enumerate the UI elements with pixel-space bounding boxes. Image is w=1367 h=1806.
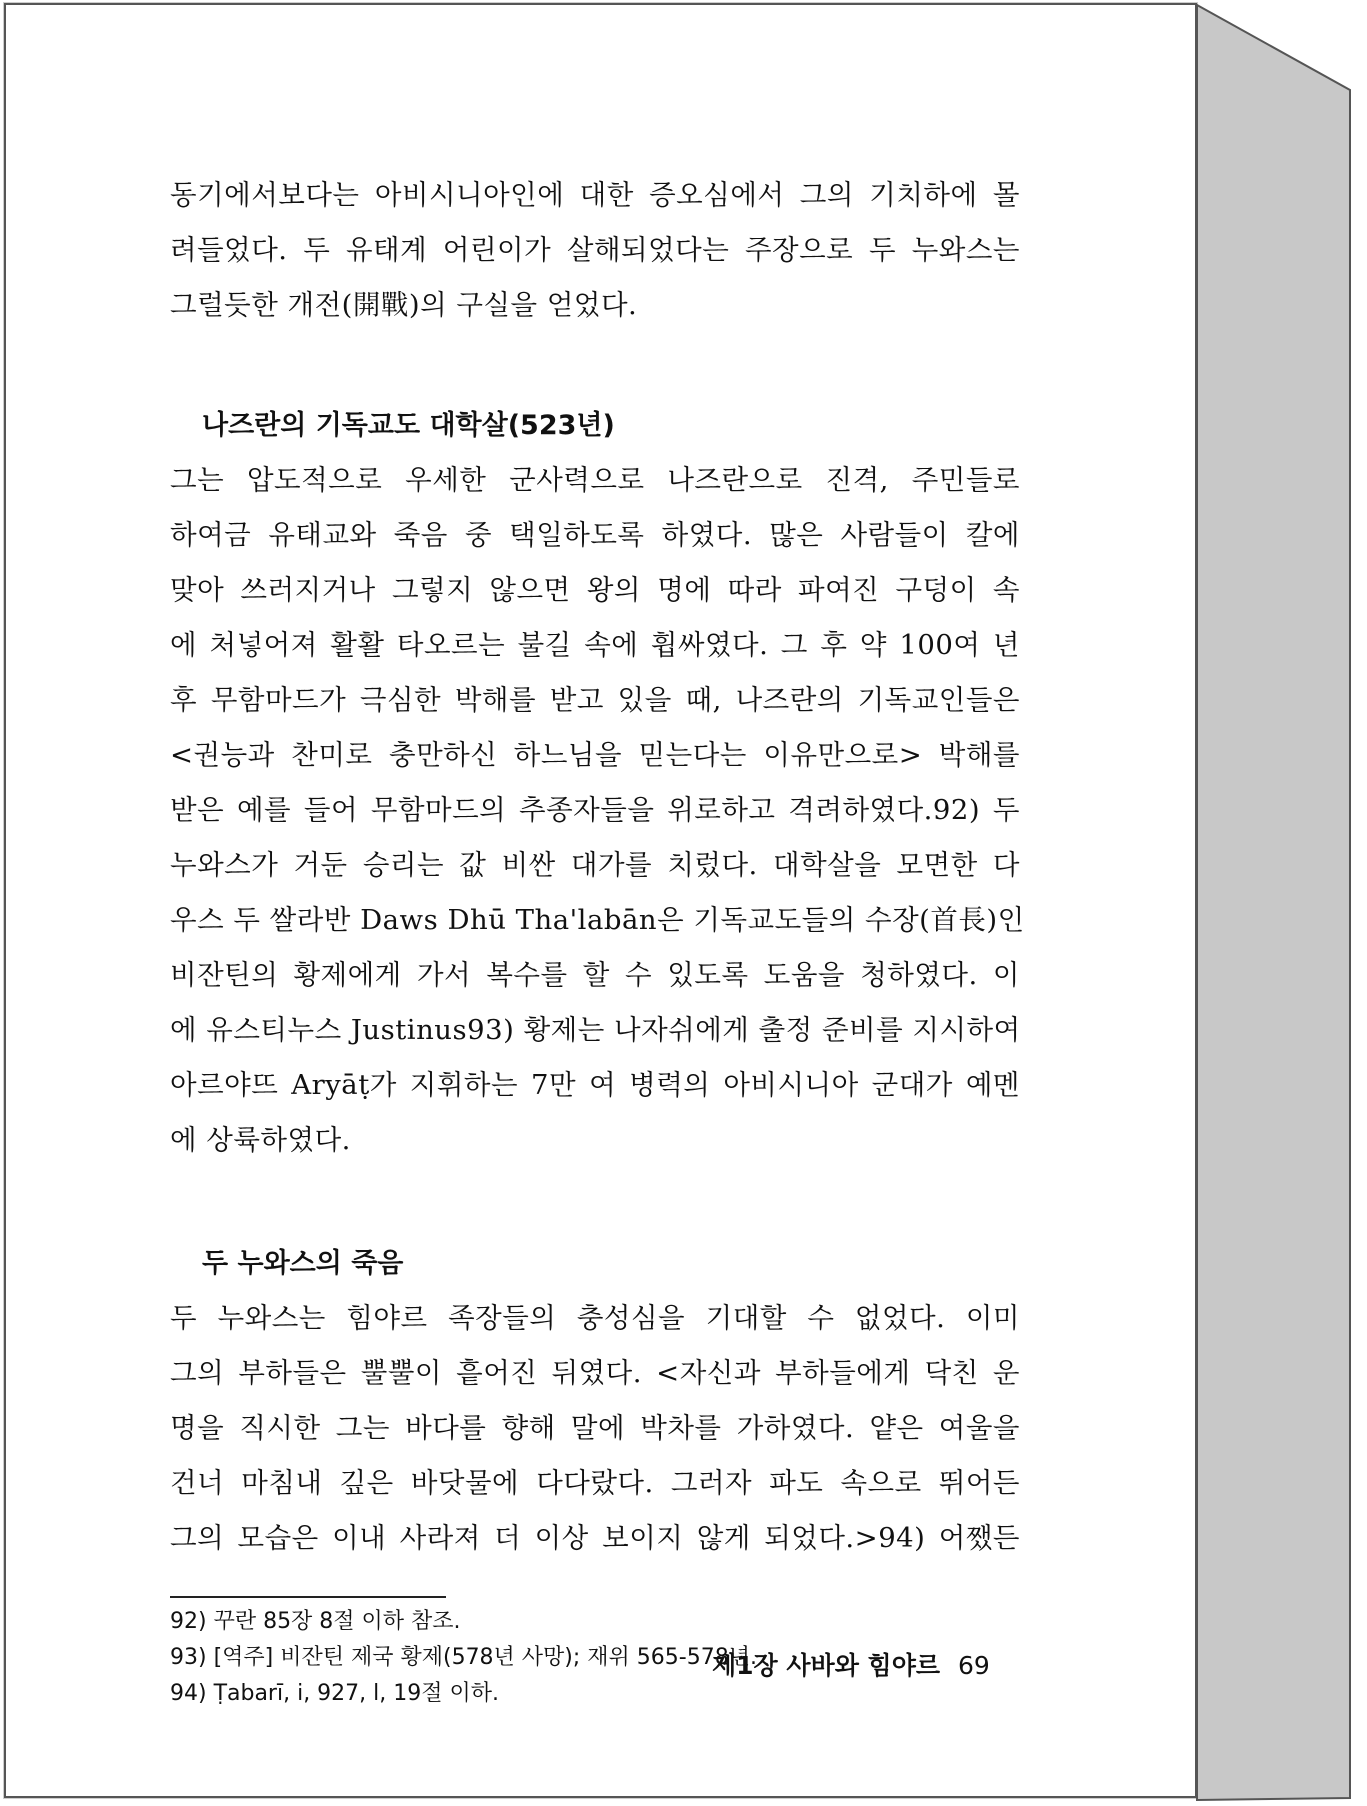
text-line: 그의 부하들은 뿔뿔이 흩어진 뒤였다. <자신과 부하들에게 닥친 운 bbox=[170, 1357, 1020, 1389]
text-line: 에 유스티누스 Justinus93) 황제는 나자쉬에게 출정 준비를 지시하여 bbox=[170, 1014, 1021, 1046]
death-paragraph bbox=[170, 1291, 1020, 1566]
text-line: 에 상륙하였다. bbox=[170, 1124, 351, 1156]
text-line: 두 누와스는 힘야르 족장들의 충성심을 기대할 수 없었다. 이미 bbox=[170, 1302, 1020, 1334]
text-line: 동기에서보다는 아비시니아인에 대한 증오심에서 그의 기치하에 몰 bbox=[170, 179, 1020, 211]
running-footer bbox=[712, 1646, 990, 1682]
text-line: 누와스가 거둔 승리는 값 비싼 대가를 치렀다. 대학살을 모면한 다 bbox=[170, 849, 1020, 881]
text-line: 그럴듯한 개전(開戰)의 구실을 얻었다. bbox=[170, 289, 638, 321]
text-line: 에 처넣어져 활활 타오르는 불길 속에 휩싸였다. 그 후 약 100여 년 bbox=[170, 629, 1020, 661]
text-line: 그의 모습은 이내 사라져 더 이상 보이지 않게 되었다.>94) 어쨌든 bbox=[170, 1522, 1020, 1554]
text-line: 우스 두 쌀라반 Daws Dhū Tha'labān은 기독교도들의 수장(首長)인 bbox=[170, 904, 1025, 936]
section-heading-death: 두 누와스의 죽음 bbox=[202, 1248, 404, 1279]
footnote-92: 92) 꾸란 85장 8절 이하 참조. bbox=[170, 1609, 461, 1634]
text-line: 하여금 유태교와 죽음 중 택일하도록 하였다. 많은 사람들이 칼에 bbox=[170, 519, 1020, 551]
text-line: <권능과 찬미로 충만하신 하느님을 믿는다는 이유만으로> 박해를 bbox=[170, 739, 1020, 771]
text-line: 명을 직시한 그는 바다를 향해 말에 박차를 가하였다. 얕은 여울을 bbox=[170, 1412, 1020, 1444]
text-line: 그는 압도적으로 우세한 군사력으로 나즈란으로 진격, 주민들로 bbox=[170, 464, 1020, 496]
chapter-title: 제1장 사바와 힘야르 bbox=[712, 1651, 941, 1680]
text-line: 받은 예를 들어 무함마드의 추종자들을 위로하고 격려하였다.92) 두 bbox=[170, 794, 1020, 826]
text-line: 려들었다. 두 유태계 어린이가 살해되었다는 주장으로 두 누와스는 bbox=[170, 234, 1020, 266]
footnote-93: 93) [역주] 비잔틴 제국 황제(578년 사망); 재위 565-578년. bbox=[170, 1645, 757, 1670]
text-line: 비잔틴의 황제에게 가서 복수를 할 수 있도록 도움을 청하였다. 이 bbox=[170, 959, 1020, 991]
section-heading-najran: 나즈란의 기독교도 대학살(523년) bbox=[202, 410, 615, 441]
najran-paragraph bbox=[170, 453, 1025, 1168]
footnote-94: 94) Ṭabarī, i, 927, l, 19절 이하. bbox=[170, 1681, 499, 1706]
page-content bbox=[170, 168, 1025, 1712]
intro-paragraph bbox=[170, 168, 1020, 333]
text-line: 아르야뜨 Aryāṭ가 지휘하는 7만 여 병력의 아비시니아 군대가 예멘 bbox=[170, 1069, 1020, 1101]
footnote-divider bbox=[170, 1596, 446, 1598]
text-line: 맞아 쓰러지거나 그렇지 않으면 왕의 명에 따라 파여진 구덩이 속 bbox=[170, 574, 1020, 606]
text-line: 건너 마침내 깊은 바닷물에 다다랐다. 그러자 파도 속으로 뛰어든 bbox=[170, 1467, 1020, 1499]
page-number: 69 bbox=[958, 1651, 990, 1680]
text-line: 후 무함마드가 극심한 박해를 받고 있을 때, 나즈란의 기독교인들은 bbox=[170, 684, 1020, 716]
